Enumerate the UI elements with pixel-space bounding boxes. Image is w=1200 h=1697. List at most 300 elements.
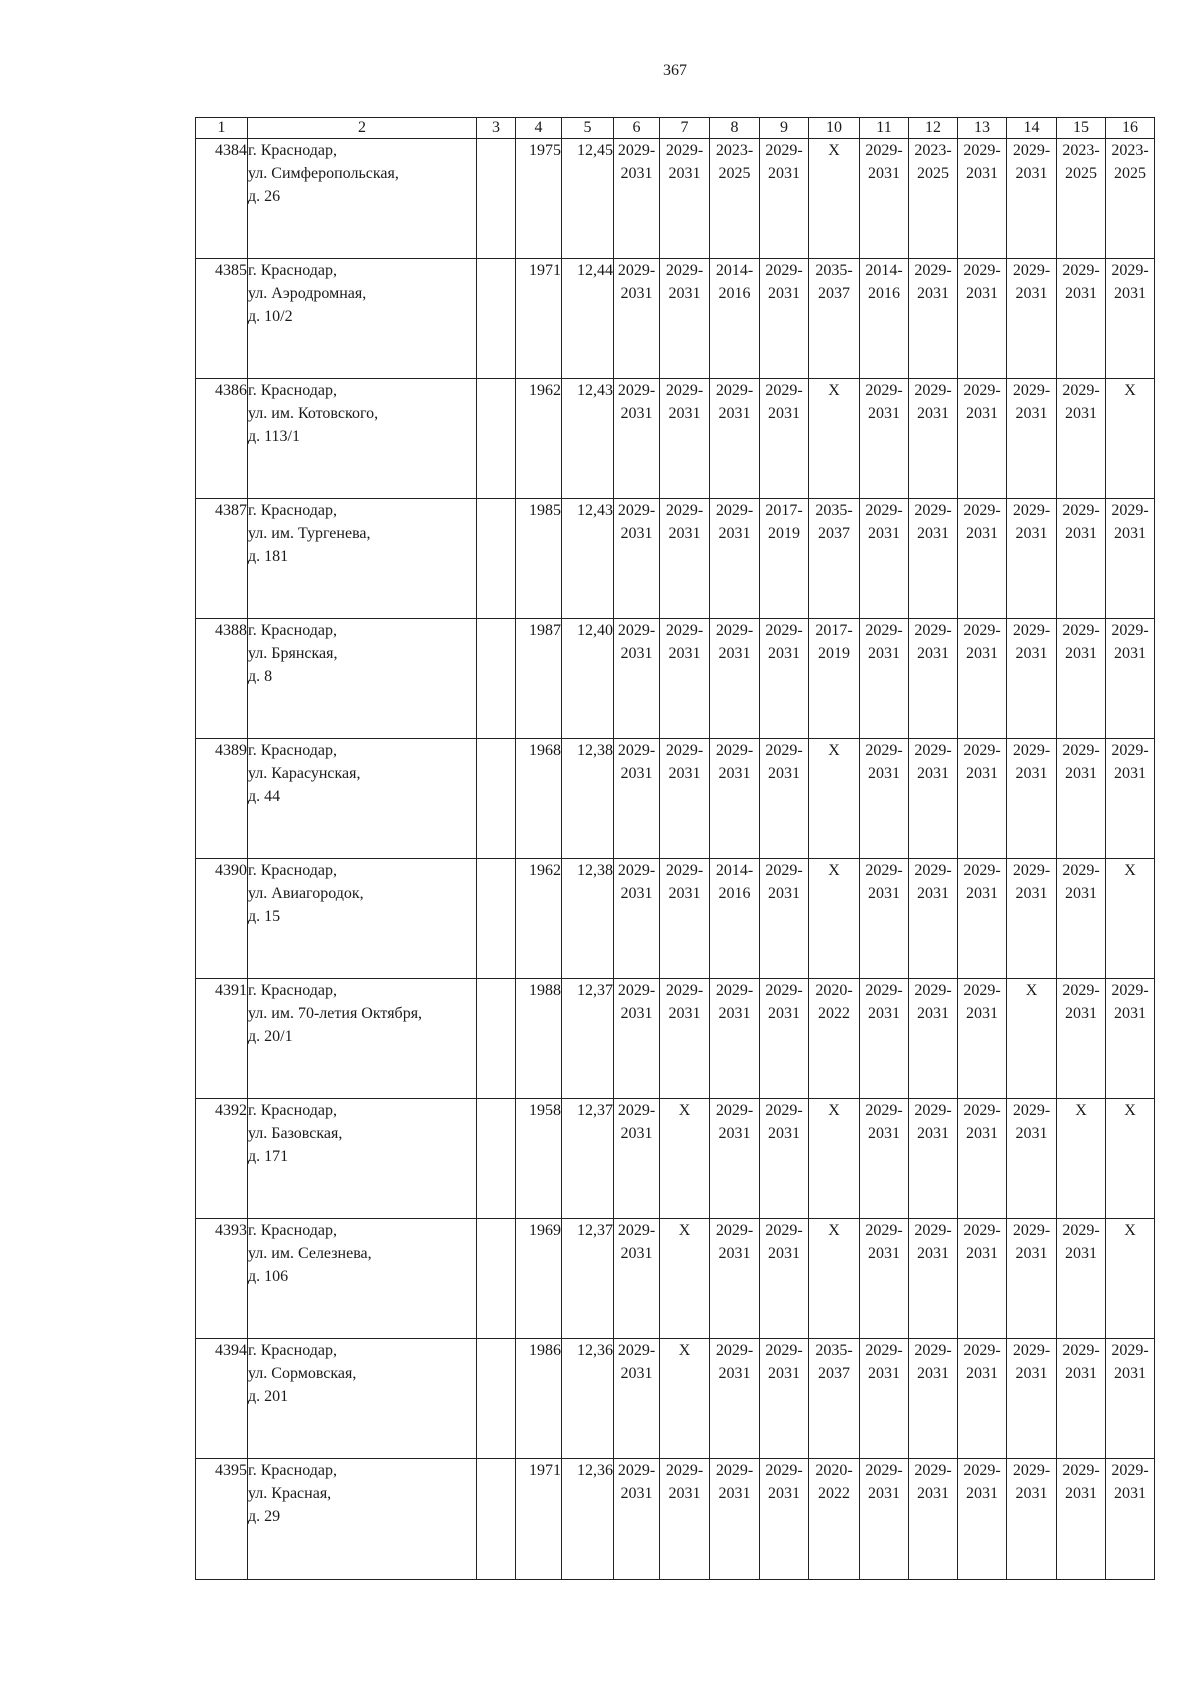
period-cell [860, 619, 909, 739]
period-cell [1106, 259, 1155, 379]
period-cell [760, 1339, 809, 1459]
period-line: 2029- [865, 622, 903, 639]
period-cell [1106, 139, 1155, 259]
period-line: 2031 [1065, 525, 1097, 542]
period-cell [1007, 1459, 1057, 1580]
row-number: 4393 [196, 1219, 248, 1339]
period-line: 2023- [914, 142, 952, 159]
address-line: д. 10/2 [248, 308, 293, 325]
year-cell: 1971 [516, 259, 562, 379]
period-line: 2031 [1015, 1125, 1048, 1142]
address-line: г. Краснодар, [248, 262, 337, 279]
period-line: 2029- [617, 622, 656, 639]
address-line: г. Краснодар, [248, 1462, 337, 1479]
period-line: 2031 [668, 1005, 701, 1022]
period-line: 2031 [668, 405, 701, 422]
period-line: 2031 [620, 645, 653, 662]
address-line: д. 44 [248, 788, 281, 805]
period-cell [958, 979, 1007, 1099]
period-line: 2014- [715, 262, 754, 279]
period-cell [1057, 1459, 1106, 1580]
period-cell [1007, 739, 1057, 859]
period-cell [809, 1339, 860, 1459]
period-cell [614, 1339, 660, 1459]
period-cell [1007, 1219, 1057, 1339]
period-line: 2029- [914, 1222, 952, 1239]
housing-registry-table [195, 117, 1155, 1580]
period-cell [1057, 499, 1106, 619]
period-line: 2031 [1114, 645, 1146, 662]
column-3-cell [477, 379, 516, 499]
value-cell: 12,44 [562, 259, 614, 379]
period-line: 2031 [718, 1125, 751, 1142]
period-cell [958, 859, 1007, 979]
period-line: 2029- [963, 1342, 1001, 1359]
period-line: 2031 [868, 1365, 900, 1382]
period-line: 2029- [1012, 1102, 1051, 1119]
row-number: 4386 [196, 379, 248, 499]
period-cell [710, 619, 760, 739]
period-line: 2029- [963, 622, 1001, 639]
period-line: 2029- [1111, 1342, 1149, 1359]
period-line: 2029- [1062, 1462, 1100, 1479]
period-cell [958, 739, 1007, 859]
period-line: 2029- [665, 622, 704, 639]
period-cell [1057, 619, 1106, 739]
period-line: 2029- [865, 142, 903, 159]
period-line: 2031 [620, 285, 653, 302]
period-line: 2031 [1065, 765, 1097, 782]
period-cell [710, 139, 760, 259]
period-line: 2031 [1015, 165, 1048, 182]
period-cell [958, 1459, 1007, 1580]
period-line: 2029- [765, 382, 803, 399]
period-line: X [1025, 982, 1038, 999]
column-header: 3 [477, 118, 516, 139]
period-cell [909, 859, 958, 979]
period-line: 2031 [718, 765, 751, 782]
period-line: 2029- [914, 622, 952, 639]
period-cell [809, 619, 860, 739]
address-cell [248, 1339, 477, 1459]
value-cell: 12,37 [562, 979, 614, 1099]
period-line: 2031 [668, 885, 701, 902]
table-row [196, 979, 1155, 1099]
table-row [196, 619, 1155, 739]
period-line: 2029- [865, 742, 903, 759]
period-line: 2031 [620, 1125, 653, 1142]
period-line: 2025 [1114, 165, 1146, 182]
period-line: 2031 [668, 765, 701, 782]
row-number: 4394 [196, 1339, 248, 1459]
period-line: 2029- [665, 1462, 704, 1479]
period-line: 2031 [768, 165, 800, 182]
period-line: 2029- [1062, 982, 1100, 999]
period-line: 2029- [1012, 1342, 1051, 1359]
period-cell [860, 859, 909, 979]
period-line: 2031 [917, 285, 949, 302]
address-line: г. Краснодар, [248, 502, 337, 519]
period-cell [958, 499, 1007, 619]
period-cell [1057, 139, 1106, 259]
column-3-cell [477, 259, 516, 379]
period-line: 2029- [617, 1462, 656, 1479]
period-line: 2031 [1065, 645, 1097, 662]
period-line: 2031 [620, 765, 653, 782]
period-cell [614, 1459, 660, 1580]
period-cell [660, 1339, 710, 1459]
period-line: 2029- [914, 862, 952, 879]
period-line: 2029- [914, 262, 952, 279]
period-line: X [1124, 862, 1136, 879]
column-header: 10 [809, 118, 860, 139]
period-line: 2031 [966, 1365, 998, 1382]
period-cell [958, 619, 1007, 739]
period-line: 2031 [1015, 765, 1048, 782]
period-line: 2014- [715, 862, 754, 879]
period-line: 2016 [718, 885, 751, 902]
period-cell [760, 379, 809, 499]
period-line: 2031 [1114, 1365, 1146, 1382]
row-number: 4385 [196, 259, 248, 379]
period-cell [1106, 1099, 1155, 1219]
column-header: 7 [660, 118, 710, 139]
address-cell [248, 379, 477, 499]
period-cell [760, 1099, 809, 1219]
table-row [196, 859, 1155, 979]
year-cell: 1986 [516, 1339, 562, 1459]
column-3-cell [477, 859, 516, 979]
address-line: д. 29 [248, 1508, 281, 1525]
period-cell [860, 979, 909, 1099]
period-line: 2019 [818, 645, 850, 662]
period-line: 2029- [963, 142, 1001, 159]
period-line: 2029- [1012, 742, 1051, 759]
address-line: г. Краснодар, [248, 622, 337, 639]
period-line: 2031 [718, 405, 751, 422]
period-line: 2031 [868, 405, 900, 422]
period-line: 2029- [914, 1462, 952, 1479]
year-cell: 1969 [516, 1219, 562, 1339]
period-line: 2029- [1111, 262, 1149, 279]
period-cell [1106, 1459, 1155, 1580]
period-line: 2031 [917, 765, 949, 782]
period-cell [660, 139, 710, 259]
period-line: 2029- [963, 742, 1001, 759]
period-cell [760, 1459, 809, 1580]
period-line: 2031 [768, 285, 800, 302]
period-line: X [1075, 1102, 1087, 1119]
period-line: 2031 [1065, 405, 1097, 422]
address-line: д. 20/1 [248, 1028, 293, 1045]
column-header: 11 [860, 118, 909, 139]
period-cell [909, 379, 958, 499]
period-line: 2037 [818, 525, 850, 542]
period-cell [614, 499, 660, 619]
period-cell [1007, 499, 1057, 619]
period-cell [660, 1099, 710, 1219]
period-line: 2031 [917, 1245, 949, 1262]
period-line: 2025 [718, 165, 751, 182]
period-line: 2035- [815, 1342, 853, 1359]
period-line: 2029- [715, 1342, 754, 1359]
period-line: 2029- [914, 382, 952, 399]
period-cell [660, 739, 710, 859]
period-line: 2029- [665, 862, 704, 879]
period-cell [909, 1219, 958, 1339]
period-line: 2031 [966, 1245, 998, 1262]
address-line: ул. Карасунская, [248, 765, 361, 782]
column-header: 4 [516, 118, 562, 139]
period-cell [1057, 979, 1106, 1099]
period-cell [1106, 739, 1155, 859]
period-line: 2023- [1062, 142, 1100, 159]
period-cell [1057, 1099, 1106, 1219]
column-3-cell [477, 739, 516, 859]
address-line: ул. Красная, [248, 1485, 332, 1502]
period-line: X [678, 1222, 691, 1239]
column-3-cell [477, 619, 516, 739]
period-line: 2017- [815, 622, 853, 639]
period-cell [809, 1219, 860, 1339]
period-cell [614, 1099, 660, 1219]
address-line: д. 201 [248, 1388, 289, 1405]
period-cell [1057, 259, 1106, 379]
period-line: 2031 [1065, 1005, 1097, 1022]
column-header: 5 [562, 118, 614, 139]
period-line: 2029- [665, 262, 704, 279]
address-cell [248, 499, 477, 619]
period-line: 2031 [1015, 1365, 1048, 1382]
period-line: 2029- [665, 742, 704, 759]
period-line: 2029- [865, 1102, 903, 1119]
period-line: 2029- [914, 742, 952, 759]
period-line: 2020- [815, 982, 853, 999]
period-line: 2031 [966, 525, 998, 542]
period-line: 2031 [966, 1125, 998, 1142]
period-line: 2029- [765, 742, 803, 759]
period-line: 2031 [768, 1005, 800, 1022]
column-3-cell [477, 139, 516, 259]
period-line: 2029- [963, 1102, 1001, 1119]
address-line: д. 171 [248, 1148, 289, 1165]
period-line: 2031 [966, 165, 998, 182]
period-cell [660, 1459, 710, 1580]
period-line: X [1124, 1102, 1136, 1119]
period-cell [809, 379, 860, 499]
year-cell: 1962 [516, 379, 562, 499]
period-cell [710, 1339, 760, 1459]
period-line: 2031 [668, 645, 701, 662]
page-number: 367 [663, 62, 687, 79]
address-line: ул. им. Котовского, [248, 405, 379, 422]
value-cell: 12,45 [562, 139, 614, 259]
period-cell [860, 739, 909, 859]
period-cell [660, 859, 710, 979]
period-line: 2029- [765, 1102, 803, 1119]
period-line: 2031 [768, 645, 800, 662]
period-line: 2029- [963, 1462, 1001, 1479]
period-line: 2029- [715, 622, 754, 639]
address-line: ул. им. 70-летия Октября, [248, 1005, 423, 1022]
period-line: 2031 [718, 1365, 751, 1382]
period-line: 2016 [868, 285, 900, 302]
column-3-cell [477, 1339, 516, 1459]
period-cell [1007, 619, 1057, 739]
period-line: 2031 [917, 525, 949, 542]
period-line: 2031 [768, 1365, 800, 1382]
period-cell [1106, 1219, 1155, 1339]
period-line: X [1124, 382, 1136, 399]
period-line: 2031 [620, 1005, 653, 1022]
period-cell [710, 1459, 760, 1580]
period-cell [710, 499, 760, 619]
period-line: 2029- [914, 982, 952, 999]
period-line: 2029- [1012, 862, 1051, 879]
table-row [196, 1339, 1155, 1459]
period-line: 2031 [668, 285, 701, 302]
address-line: ул. Базовская, [248, 1125, 343, 1142]
period-line: 2025 [1065, 165, 1097, 182]
address-line: г. Краснодар, [248, 142, 337, 159]
column-header: 13 [958, 118, 1007, 139]
value-cell: 12,36 [562, 1339, 614, 1459]
header-row [196, 118, 1155, 139]
period-line: 2029- [1012, 382, 1051, 399]
period-line: 2016 [718, 285, 751, 302]
period-line: 2031 [1015, 285, 1048, 302]
period-line: 2031 [868, 765, 900, 782]
period-line: 2029- [963, 982, 1001, 999]
period-line: 2031 [718, 1485, 751, 1502]
address-line: г. Краснодар, [248, 982, 337, 999]
period-cell [809, 499, 860, 619]
period-line: 2031 [620, 885, 653, 902]
year-cell: 1988 [516, 979, 562, 1099]
period-line: 2031 [1114, 1005, 1146, 1022]
table-row [196, 259, 1155, 379]
column-header: 15 [1057, 118, 1106, 139]
table-row [196, 1459, 1155, 1580]
period-cell [1007, 859, 1057, 979]
period-cell [760, 859, 809, 979]
period-line: 2029- [715, 382, 754, 399]
period-line: 2020- [815, 1462, 853, 1479]
period-line: 2029- [765, 982, 803, 999]
row-number: 4390 [196, 859, 248, 979]
period-line: 2031 [1015, 1485, 1048, 1502]
period-cell [1057, 859, 1106, 979]
period-cell [660, 379, 710, 499]
period-cell [1106, 1339, 1155, 1459]
period-line: 2029- [765, 862, 803, 879]
period-cell [1007, 1339, 1057, 1459]
year-cell: 1985 [516, 499, 562, 619]
period-line: 2029- [617, 1222, 656, 1239]
period-line: X [828, 742, 840, 759]
period-cell [710, 739, 760, 859]
period-line: 2031 [1015, 525, 1048, 542]
period-cell [909, 979, 958, 1099]
period-line: 2029- [715, 1222, 754, 1239]
period-line: 2031 [768, 405, 800, 422]
period-line: 2031 [966, 285, 998, 302]
period-line: 2031 [868, 645, 900, 662]
column-header: 16 [1106, 118, 1155, 139]
column-3-cell [477, 1219, 516, 1339]
column-3-cell [477, 1459, 516, 1580]
period-line: 2031 [1015, 645, 1048, 662]
period-cell [909, 739, 958, 859]
column-header: 6 [614, 118, 660, 139]
period-cell [614, 619, 660, 739]
period-cell [710, 1219, 760, 1339]
period-line: 2031 [620, 525, 653, 542]
address-line: ул. Аэродромная, [248, 285, 367, 302]
period-cell [809, 1459, 860, 1580]
column-3-cell [477, 1099, 516, 1219]
period-line: 2031 [966, 765, 998, 782]
period-line: 2031 [718, 1005, 751, 1022]
year-cell: 1971 [516, 1459, 562, 1580]
period-line: 2029- [665, 382, 704, 399]
period-line: 2029- [865, 982, 903, 999]
address-line: ул. Сормовская, [248, 1365, 357, 1382]
column-header: 8 [710, 118, 760, 139]
period-line: 2029- [865, 862, 903, 879]
period-cell [1007, 979, 1057, 1099]
period-cell [760, 619, 809, 739]
period-line: 2029- [765, 1462, 803, 1479]
period-cell [1007, 259, 1057, 379]
period-line: 2029- [617, 1102, 656, 1119]
period-line: 2029- [1111, 502, 1149, 519]
period-line: 2025 [917, 165, 949, 182]
period-cell [1057, 379, 1106, 499]
period-line: 2017- [765, 502, 803, 519]
period-cell [614, 979, 660, 1099]
period-line: 2031 [966, 645, 998, 662]
period-line: 2029- [1062, 862, 1100, 879]
period-cell [809, 979, 860, 1099]
period-line: 2014- [865, 262, 903, 279]
period-line: 2031 [1065, 1365, 1097, 1382]
period-line: X [828, 142, 840, 159]
period-line: 2031 [1065, 1245, 1097, 1262]
period-cell [614, 259, 660, 379]
address-line: г. Краснодар, [248, 1222, 337, 1239]
period-line: 2029- [1012, 262, 1051, 279]
period-line: 2031 [917, 405, 949, 422]
period-line: 2031 [1114, 525, 1146, 542]
period-line: X [828, 1222, 840, 1239]
period-line: 2031 [718, 525, 751, 542]
period-line: 2023- [715, 142, 754, 159]
period-cell [660, 979, 710, 1099]
address-cell [248, 139, 477, 259]
period-line: 2029- [963, 382, 1001, 399]
period-line: 2029- [765, 1342, 803, 1359]
period-cell [710, 259, 760, 379]
period-line: 2029- [963, 1222, 1001, 1239]
period-cell [1057, 1219, 1106, 1339]
period-cell [1007, 139, 1057, 259]
value-cell: 12,37 [562, 1219, 614, 1339]
period-line: 2031 [917, 1125, 949, 1142]
period-cell [809, 739, 860, 859]
period-cell [710, 1099, 760, 1219]
period-cell [860, 259, 909, 379]
